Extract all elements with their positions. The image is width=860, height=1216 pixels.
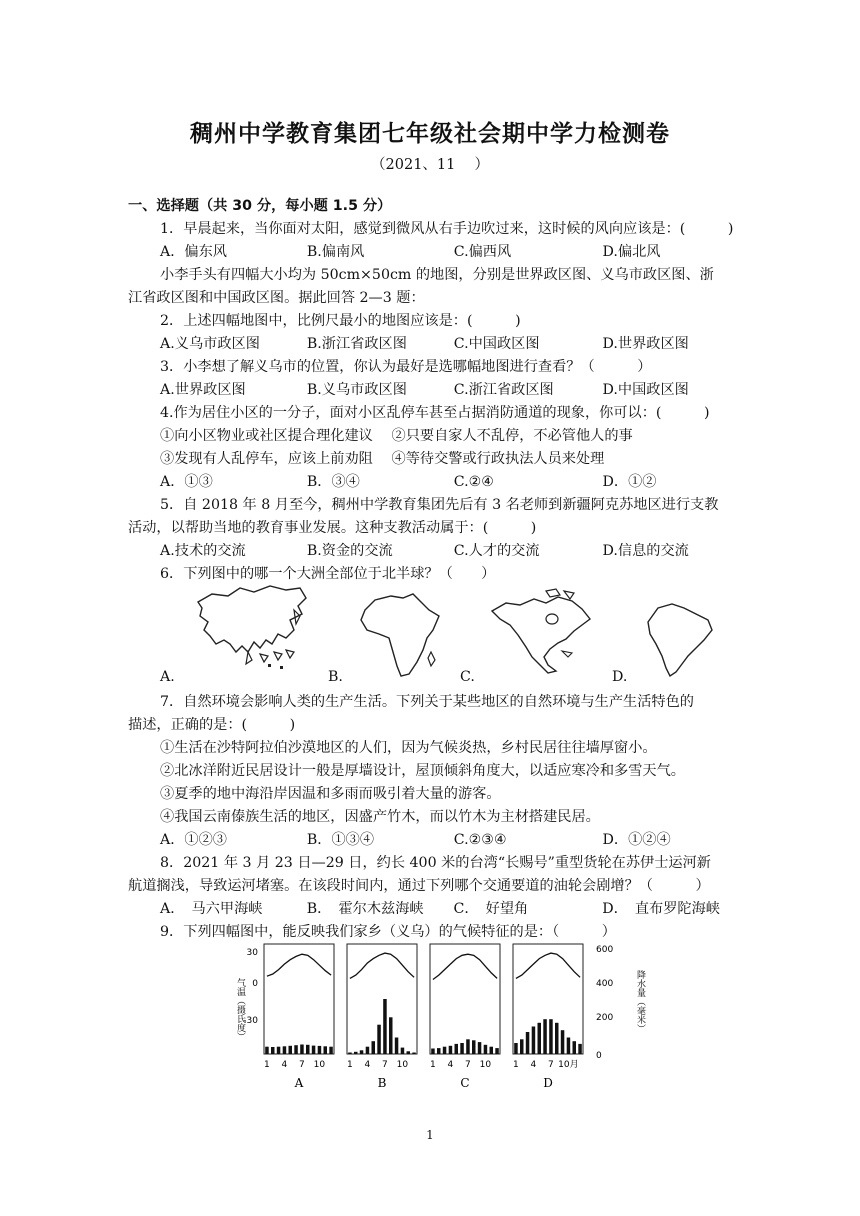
climate-panel-label-d[interactable]: D [543, 1076, 553, 1090]
precip-bar-c-10 [484, 1045, 488, 1054]
q2-option-a[interactable]: A.义乌市政区图 [160, 336, 260, 352]
q7-option-c[interactable]: C.②③④ [453, 832, 507, 848]
precip-bar-c-3 [443, 1047, 447, 1054]
precip-bar-b-5 [372, 1041, 376, 1054]
precip-bar-b-7 [383, 999, 387, 1054]
q7-statement-4: ④我国云南傣族生活的地区，因盛产竹木，而以竹木为主材搭建民居。 [160, 809, 600, 825]
precip-bar-b-3 [360, 1050, 364, 1054]
precip-bar-b-6 [377, 1025, 381, 1054]
q8-option-a[interactable]: A． 马六甲海峡 [160, 901, 263, 917]
precip-bar-a-12 [329, 1047, 333, 1054]
precip-bar-b-1 [348, 1053, 352, 1055]
precip-bar-b-9 [395, 1038, 399, 1055]
q2-option-b[interactable]: B.浙江省政区图 [306, 336, 407, 352]
precip-bar-a-10 [318, 1046, 322, 1054]
africa-map[interactable] [355, 590, 445, 682]
precip-bar-d-5 [538, 1023, 542, 1054]
q1-stem: 1．早晨起来，当你面对太阳，感觉到微风从右手边吹过来，这时候的风向应该是：( ) [160, 221, 734, 237]
x-tick-a-1: 1 [264, 1060, 270, 1070]
precip-bar-c-4 [449, 1046, 453, 1054]
x-tick-c-7: 7 [465, 1060, 471, 1070]
q5-option-d[interactable]: D.信息的交流 [602, 543, 689, 559]
q8-options [160, 899, 720, 919]
precip-bar-a-1 [265, 1047, 269, 1054]
exam-title: 稠州中学教育集团七年级社会期中学力检测卷 [190, 121, 670, 147]
q5-option-a[interactable]: A.技术的交流 [160, 543, 246, 559]
precip-bar-d-3 [526, 1032, 530, 1054]
q1-option-b[interactable]: B.偏南风 [306, 244, 365, 260]
q4-option-d[interactable]: D．①② [602, 474, 657, 490]
q7-option-d[interactable]: D．①②④ [602, 832, 671, 848]
intro-line-2: 江省政区图和中国政区图。据此回答 2—3 题： [128, 290, 425, 306]
precip-tick-600: 600 [596, 945, 614, 955]
precip-bar-d-9 [561, 1030, 565, 1054]
climate-panel-b [347, 944, 417, 1054]
precip-bar-d-1 [514, 1043, 518, 1054]
precip-axis-label: 降水量（毫米） [635, 970, 645, 1033]
q1-options [160, 242, 720, 262]
precip-bar-b-11 [407, 1051, 411, 1054]
intro-line-1: 小李手头有四幅大小均为 50cm×50cm 的地图，分别是世界政区图、义乌市政区图、浙 [160, 267, 714, 283]
temp-tick-neg30: -30 [243, 1016, 258, 1026]
x-tick-d-4: 4 [530, 1060, 537, 1070]
q2-option-d[interactable]: D.世界政区图 [602, 336, 689, 352]
precip-bar-c-12 [495, 1048, 499, 1054]
q7-options [160, 830, 720, 850]
q7-option-a[interactable]: A．①②③ [160, 832, 227, 848]
precip-bar-b-4 [366, 1047, 370, 1054]
q6-stem: 6．下列图中的哪一个大洲全部位于北半球？（ ） [160, 566, 496, 582]
x-tick-b-10: 10 [396, 1060, 409, 1070]
precip-bar-d-2 [520, 1039, 524, 1054]
q5-option-c[interactable]: C.人才的交流 [453, 543, 540, 559]
precip-bar-a-4 [283, 1046, 287, 1054]
north-america-map[interactable] [486, 585, 601, 680]
q6-label-c: C. [460, 669, 475, 685]
q6-label-d: D. [612, 669, 628, 685]
precip-bar-a-11 [324, 1046, 328, 1054]
q4-statements-1: ①向小区物业或社区提合理化建议 ②只要自家人不乱停，不必管他人的事 [160, 428, 633, 444]
temp-line-b [350, 953, 414, 978]
q1-option-a[interactable]: A．偏东风 [160, 244, 227, 260]
precip-bar-d-12 [578, 1044, 582, 1054]
climate-panel-d [513, 944, 583, 1054]
precip-bar-c-7 [466, 1039, 470, 1054]
climate-panel-label-a[interactable]: A [294, 1076, 304, 1090]
q5-line-2: 活动，以帮助当地的教育事业发展。这种支教活动属于：( ) [128, 520, 537, 536]
exam-date: （2021、11 ） [371, 157, 489, 173]
temp-line-a [267, 954, 331, 976]
q2-option-c[interactable]: C.中国政区图 [453, 336, 540, 352]
x-tick-d-1: 1 [513, 1060, 519, 1070]
section-heading: 一、选择题（共 30 分，每小题 1.5 分） [128, 198, 392, 214]
precip-bar-c-5 [455, 1044, 459, 1054]
precip-bar-b-8 [389, 1017, 393, 1054]
q2-stem: 2．上述四幅地图中，比例尺最小的地图应该是：( ) [160, 313, 521, 329]
temp-tick-0: 0 [252, 979, 258, 989]
precip-bar-c-8 [472, 1040, 476, 1054]
q7-statement-1: ①生活在沙特阿拉伯沙漠地区的人们，因为气候炎热，乡村民居往往墙厚窗小。 [160, 740, 657, 756]
precip-bar-c-9 [478, 1042, 482, 1054]
q4-stem: 4.作为居住小区的一分子，面对小区乱停车甚至占据消防通道的现象，你可以：( ) [160, 405, 710, 421]
q6-label-a: A. [160, 669, 175, 685]
climate-panel-label-c[interactable]: C [460, 1076, 470, 1090]
climate-panel-c [430, 944, 500, 1054]
climate-panel-a [264, 944, 334, 1054]
x-tick-b-1: 1 [347, 1060, 353, 1070]
precip-bar-d-11 [573, 1041, 577, 1054]
q7-statement-2: ②北冰洋附近民居设计一般是厚墙设计，屋顶倾斜角度大，以适应寒冷和多雪天气。 [160, 763, 685, 779]
precip-bar-c-6 [460, 1043, 464, 1054]
q3-option-b[interactable]: B.义乌市政区图 [306, 382, 407, 398]
precip-bar-b-2 [354, 1052, 358, 1054]
south-america-map[interactable] [640, 600, 720, 680]
precip-bar-b-12 [412, 1053, 416, 1055]
q4-statements-2: ③发现有人乱停车，应该上前劝阻 ④等待交警或行政执法人员来处理 [160, 451, 605, 467]
x-tick-c-10: 10 [479, 1060, 492, 1070]
q7-statement-3: ③夏季的地中海沿岸因温和多雨而吸引着大量的游客。 [160, 786, 501, 802]
precip-bar-c-2 [437, 1048, 441, 1054]
x-tick-b-4: 4 [364, 1060, 371, 1070]
q3-option-a[interactable]: A.世界政区图 [160, 382, 246, 398]
q4-option-b[interactable]: B．③④ [306, 474, 360, 490]
q2-options [160, 334, 720, 354]
x-tick-c-1: 1 [430, 1060, 436, 1070]
x-tick-a-4: 4 [281, 1060, 288, 1070]
precip-bar-d-8 [555, 1023, 559, 1054]
q1-option-d[interactable]: D.偏北风 [602, 244, 661, 260]
precip-bar-d-4 [532, 1027, 536, 1055]
q6-label-b: B. [328, 669, 343, 685]
precip-bar-d-6 [543, 1019, 547, 1054]
temp-line-d [516, 953, 580, 978]
q1-option-c[interactable]: C.偏西风 [453, 244, 512, 260]
precip-bar-a-2 [271, 1047, 275, 1054]
temp-axis-label: 气温（摄氏度） [235, 978, 245, 1041]
q8-line-1: 8．2021 年 3 月 23 日—29 日，约长 400 米的台湾“长赐号”重型货轮在苏伊士运河新 [160, 855, 711, 871]
precip-bar-d-10 [567, 1038, 571, 1055]
q8-line-2: 航道搁浅，导致运河堵塞。在该段时间内，通过下列哪个交通要道的油轮会剧增？（ ） [128, 878, 710, 894]
climate-panel-label-b[interactable]: B [377, 1076, 387, 1090]
q5-option-b[interactable]: B.资金的交流 [306, 543, 393, 559]
precip-bar-a-6 [294, 1045, 298, 1054]
x-tick-b-7: 7 [382, 1060, 388, 1070]
x-tick-d-10: 10月 [558, 1060, 579, 1070]
q4-options [160, 472, 720, 492]
page-number: 1 [426, 1128, 434, 1142]
precip-bar-a-8 [306, 1045, 310, 1054]
q3-option-c[interactable]: C.浙江省政区图 [453, 382, 554, 398]
precip-bar-a-9 [312, 1046, 316, 1054]
precip-tick-0: 0 [596, 1051, 602, 1061]
q7-line-2: 描述，正确的是：( ) [128, 717, 296, 733]
q4-option-a[interactable]: A．①③ [160, 474, 213, 490]
q8-option-b[interactable]: B． 霍尔木兹海峡 [306, 901, 424, 917]
q3-option-d[interactable]: D.中国政区图 [602, 382, 689, 398]
asia-map[interactable] [190, 582, 310, 674]
q7-line-1: 7．自然环境会影响人类的生产生活。下列关于某些地区的自然环境与生产生活特色的 [160, 694, 694, 710]
precip-bar-d-7 [549, 1019, 553, 1054]
precip-bar-b-10 [401, 1048, 405, 1054]
q4-option-c[interactable]: C.②④ [453, 474, 495, 490]
q8-option-c[interactable]: C． 好望角 [453, 901, 529, 917]
precip-tick-200: 200 [596, 1013, 614, 1023]
x-tick-a-7: 7 [299, 1060, 305, 1070]
q3-stem: 3．小李想了解义乌市的位置，你认为最好是选哪幅地图进行查看？（ ） [160, 359, 652, 375]
x-tick-d-7: 7 [548, 1060, 554, 1070]
temp-line-c [433, 954, 497, 979]
precip-bar-c-1 [431, 1049, 435, 1055]
q9-stem: 9．下列四幅图中，能反映我们家乡（义乌）的气候特征的是：（ ） [160, 924, 616, 940]
x-tick-c-4: 4 [447, 1060, 454, 1070]
precip-bar-a-3 [277, 1047, 281, 1054]
q8-option-d[interactable]: D． 直布罗陀海峡 [602, 901, 720, 917]
q5-options [160, 541, 720, 561]
x-tick-a-10: 10 [313, 1060, 326, 1070]
precip-tick-400: 400 [596, 979, 614, 989]
temp-tick-30: 30 [246, 948, 258, 958]
precip-bar-a-5 [289, 1046, 293, 1054]
q7-option-b[interactable]: B．①③④ [306, 832, 375, 848]
q3-options [160, 380, 720, 400]
precip-bar-a-7 [300, 1045, 304, 1055]
precip-bar-c-11 [490, 1047, 494, 1054]
climate-charts [230, 940, 650, 1090]
q5-line-1: 5．自 2018 年 8 月至今，稠州中学教育集团先后有 3 名老师到新疆阿克苏地区进行支教 [160, 497, 719, 513]
